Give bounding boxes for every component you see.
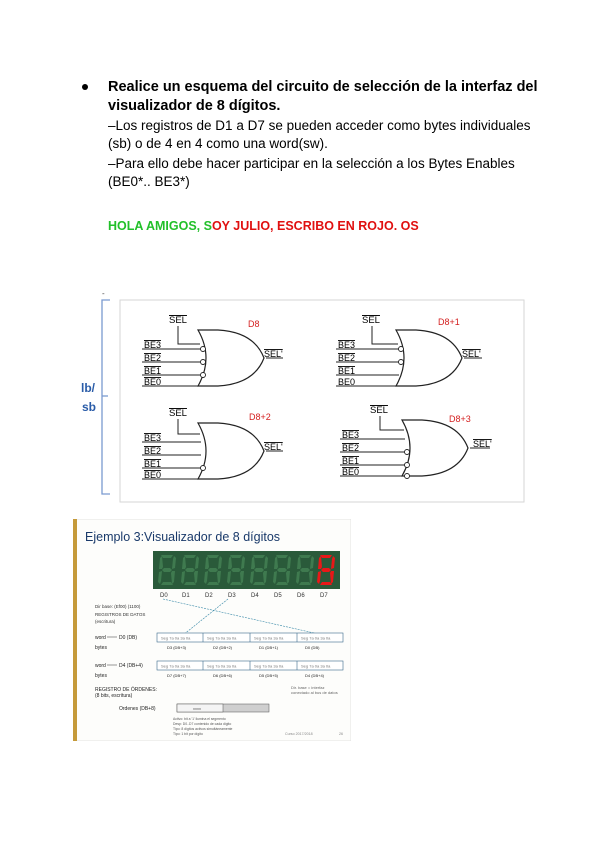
row2-cell-3: Seg 7a 0a 3a 0a <box>301 663 331 669</box>
row1-label-0: D3 (DB+3) <box>167 645 187 650</box>
side-label-lb: lb/ <box>81 381 95 395</box>
gate-d8-input-0: BE3 <box>144 340 162 350</box>
gate-d8-sel: SEL <box>169 315 187 326</box>
gate-d8-plus-2-input-0: BE3 <box>144 433 162 443</box>
digit-label-d1: D1 <box>182 593 190 599</box>
digit-label-d0: D0 <box>160 593 168 599</box>
reg-datos-title: REGISTROS DE DATOS <box>95 612 146 617</box>
colored-note-red: OY JULIO, ESCRIBO EN ROJO. OS <box>211 219 419 233</box>
gate-d8-output: SEL' <box>264 349 283 359</box>
gate-d8-plus-3-sel: SEL <box>370 405 388 416</box>
row2-cell-2: Seg 7a 0a 3a 0a <box>254 663 284 669</box>
gate-d8-plus-1-input-1: BE2 <box>338 353 356 363</box>
ordenes-cell: xxxx <box>193 706 201 711</box>
note-3: Tipo: 1 bit por dígito <box>173 732 203 736</box>
circuit-diagram <box>78 292 526 504</box>
row2-label-3: D4 (DB+4) <box>305 673 325 678</box>
word-target-1: D0 (DB) <box>119 635 138 641</box>
bytes-label-1: bytes <box>95 645 107 651</box>
row1-label-3: D0 (DB) <box>305 645 320 650</box>
colored-note <box>108 219 419 233</box>
bullet-title: Realice un esquema del circuito de selección de la interfaz del visualizador de 8 dígitos. <box>108 79 538 114</box>
row2-label-2: D5 (DB+5) <box>259 673 279 678</box>
sub-point-1: –Los registros de D1 a D7 se pueden acceder como bytes individuales (sb) o de 4 en 4 como una word(sw). <box>108 118 531 151</box>
row1-cell-3: Seg 7a 0a 3a 0a <box>301 635 331 641</box>
word-label-2: word <box>95 663 106 669</box>
row2-cell-1: Seg 7a 0a 3a 0a <box>207 663 237 669</box>
ordenes-label: Ordenes (DB+8) <box>119 706 156 712</box>
row1-cell-1: Seg 7a 0a 3a 0a <box>207 635 237 641</box>
slide-footer: Curso 2017/2018 <box>285 732 313 736</box>
gate-d8-plus-3-input-2: BE1 <box>342 456 360 466</box>
gate-d8-plus-3-output: SEL' <box>473 439 492 449</box>
bracket <box>102 300 110 494</box>
side-label-sb: sb <box>82 400 97 414</box>
digit-label-d4: D4 <box>251 593 259 599</box>
row1-label-2: D1 (DB+1) <box>259 645 279 650</box>
gate-d8-plus-2-input-2: BE1 <box>144 459 162 469</box>
note-1: Desp: D0..D7 contenido de cada dígito <box>173 722 232 726</box>
digit-label-d7: D7 <box>320 593 328 599</box>
svg-text:-: - <box>102 292 105 298</box>
word-label-1: word <box>95 635 106 641</box>
gate-d8-plus-3-title: D8+3 <box>449 414 471 424</box>
row2-cell-0: Seg 7a 0a 3a 0a <box>161 663 191 669</box>
reg-ordenes-sub: (8 bits, escritura) <box>95 693 133 699</box>
right-note-2: conectado al bus de datos <box>291 690 338 695</box>
row1-label-1: D2 (DB+2) <box>213 645 233 650</box>
sub-point-2: –Para ello debe hacer participar en la selección a los Bytes Enables (BE0*.. BE3*) <box>108 156 515 189</box>
gate-d8-input-1: BE2 <box>144 353 162 363</box>
gate-d8-input-3: BE0 <box>144 377 162 387</box>
gate-d8-plus-1-sel: SEL <box>362 315 380 326</box>
digit-label-d6: D6 <box>297 593 305 599</box>
gate-d8-plus-3-input-3: BE0 <box>342 467 360 477</box>
note-2: Tipo: 8 dígitos activos simultáneamente <box>173 727 233 731</box>
gate-d8-plus-2-title: D8+2 <box>249 412 271 422</box>
slide-example <box>73 519 351 741</box>
row2-label-0: D7 (DB+7) <box>167 673 187 678</box>
gate-d8-plus-3-input-0: BE3 <box>342 430 360 440</box>
digit-label-d2: D2 <box>205 593 213 599</box>
bullet-dot <box>82 84 88 90</box>
gate-d8-plus-2-input-1: BE2 <box>144 446 162 456</box>
gate-d8-plus-1-output: SEL' <box>462 349 481 359</box>
gate-d8-plus-3-input-1: BE2 <box>342 443 360 453</box>
note-0: Activo: bit a '1' ilumina el segmento <box>173 717 226 721</box>
reg-ordenes-title: REGISTRO DE ÓRDENES: <box>95 687 157 693</box>
gate-d8-plus-2-output: SEL' <box>264 442 283 452</box>
digit-label-d5: D5 <box>274 593 282 599</box>
gate-d8-plus-2-sel: SEL <box>169 408 187 419</box>
gate-d8-input-2: BE1 <box>144 366 162 376</box>
word-target-2: D4 (DB+4) <box>119 663 143 669</box>
gate-d8-plus-1-input-0: BE3 <box>338 340 356 350</box>
row1-cell-2: Seg 7a 0a 3a 0a <box>254 635 284 641</box>
dir-base-text: Dir base: (Ef00) (1100) <box>95 604 141 609</box>
gate-d8-title: D8 <box>248 319 260 329</box>
gate-d8-plus-1-input-3: BE0 <box>338 377 356 387</box>
escritura-text: (escritura) <box>95 619 116 624</box>
gate-d8-plus-1-input-2: BE1 <box>338 366 356 376</box>
row1-cell-0: Seg 7a 0a 3a 0a <box>161 635 191 641</box>
right-note-1: Dir. base = interfaz <box>291 685 325 690</box>
digit-label-d3: D3 <box>228 593 236 599</box>
bytes-label-2: bytes <box>95 673 107 679</box>
slide-title: Ejemplo 3:Visualizador de 8 dígitos <box>85 530 281 544</box>
gate-d8-plus-1-title: D8+1 <box>438 317 460 327</box>
row2-label-1: D6 (DB+6) <box>213 673 233 678</box>
gate-d8-plus-2-input-3: BE0 <box>144 470 162 480</box>
slide-page-number: 26 <box>339 732 343 736</box>
colored-note-green: HOLA AMIGOS, S <box>108 219 212 233</box>
